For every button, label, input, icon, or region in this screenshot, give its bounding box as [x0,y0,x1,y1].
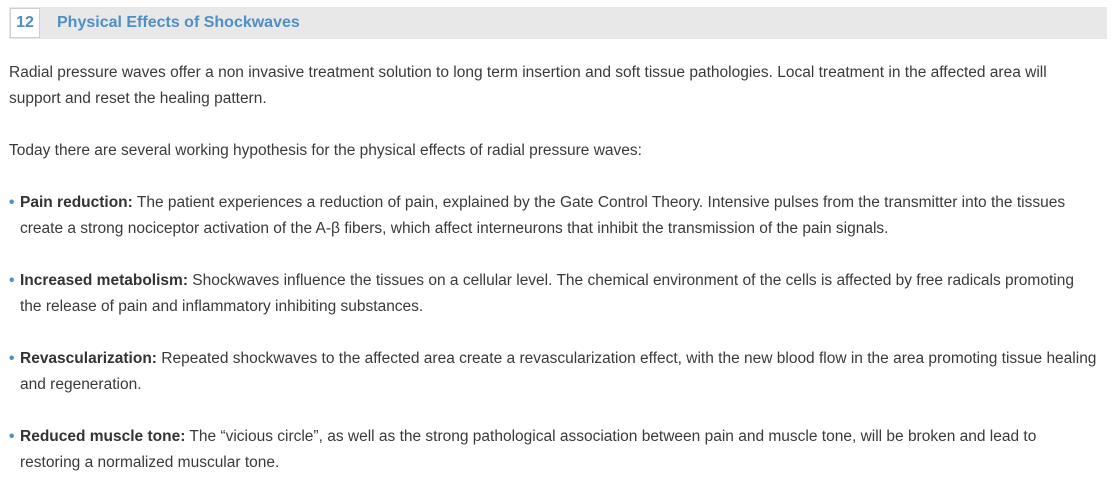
intro-paragraph: Radial pressure waves offer a non invasive treatment solution to long term insertion and soft tissue pathologies. Local treatment in the affected area will support and reset the healing pattern. [9,64,1047,107]
list-item-text: The “vicious circle”, as well as the strong pathological association between pain and muscle tone, will be broken and lead to restoring a normalized muscular tone. [20,428,1037,471]
section-title: Physical Effects of Shockwaves [57,14,300,31]
list-item-pain-reduction [9,190,1099,242]
list-item-term: Reduced muscle tone: [20,428,186,445]
list-item-text: Repeated shockwaves to the affected area create a revascularization effect, with the new blood flow in the area promoting tissue healing and regeneration. [20,350,1097,393]
bullet-icon: • [9,350,15,367]
list-item-revascularization [9,346,1099,398]
list-item-increased-metabolism [9,268,1099,320]
bullet-icon: • [9,194,15,211]
list-item-term: Pain reduction: [20,194,133,211]
list-item-text: The patient experiences a reduction of pain, explained by the Gate Control Theory. Intensive pulses from the transmitter into the tissues create a strong nociceptor activation of the A-β fibers, which affect interneurons that inhibit the transmission of the pain signals. [20,194,1066,237]
bullet-icon: • [9,272,15,289]
lead-paragraph: Today there are several working hypothesis for the physical effects of radial pressure waves: [9,142,642,159]
hypothesis-list [9,190,1099,476]
list-item-reduced-muscle-tone [9,424,1099,476]
section-number: 12 [10,8,40,38]
list-item-text: Shockwaves influence the tissues on a cellular level. The chemical environment of the cells is affected by free radicals promoting the release of pain and inflammatory inhibiting substances. [20,272,1074,315]
bullet-icon: • [9,428,15,445]
list-item-term: Revascularization: [20,350,157,367]
list-item-term: Increased metabolism: [20,272,188,289]
section-content [9,60,1099,476]
